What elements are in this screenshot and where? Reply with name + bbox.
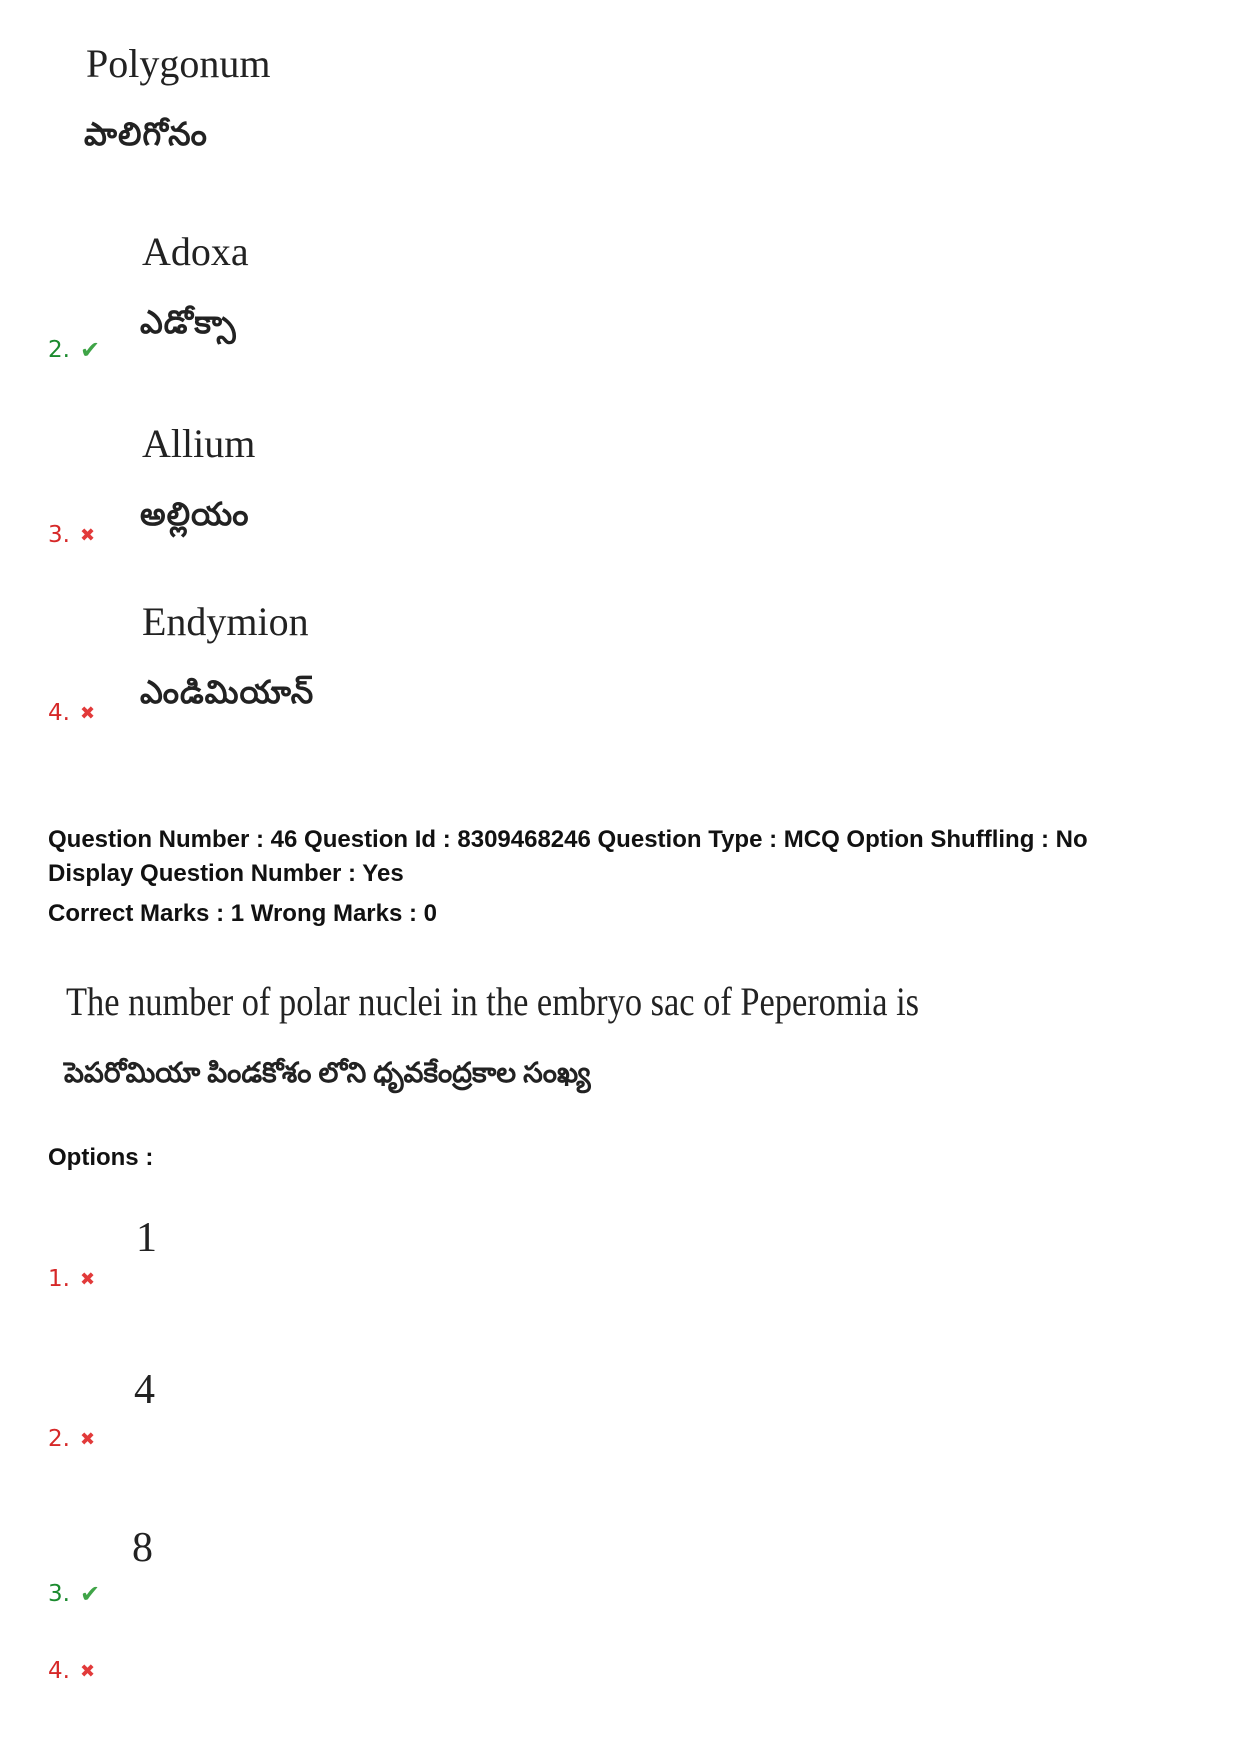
prev-option-2-te: ఎడోక్సా: [140, 304, 237, 340]
prev-option-4-en: Endymion: [142, 599, 309, 644]
prev-option-1-en: Polygonum: [86, 41, 271, 86]
cross-mark-icon: ✖: [79, 524, 96, 546]
check-mark-icon: ✔: [79, 336, 101, 364]
cross-mark-icon: ✖: [79, 1428, 96, 1450]
prev-option-3-en: Allium: [142, 421, 256, 466]
prev-option-1-te: పాలిగోనం: [84, 116, 208, 152]
option-2-number: 2. ✖: [48, 1426, 96, 1452]
options-label: Options :: [48, 1144, 154, 1171]
option-4-number: 4. ✖: [48, 1658, 96, 1684]
question-meta-line2: Display Question Number : Yes: [48, 860, 404, 887]
cross-mark-icon: ✖: [79, 1268, 96, 1290]
question-text-te: పెపరోమియా పిండకోశం లోని ధృవకేంద్రకాల సంఖ్య: [64, 1058, 591, 1089]
prev-option-2-number: 2. ✔: [48, 336, 101, 364]
option-1-value: 1: [136, 1215, 157, 1261]
cross-mark-icon: ✖: [79, 1660, 96, 1682]
prev-option-3-te: అల్లియం: [140, 496, 250, 532]
prev-option-2-en: Adoxa: [142, 229, 249, 274]
option-3-number: 3. ✔: [48, 1580, 101, 1608]
option-2-value: 4: [134, 1367, 155, 1413]
prev-option-3-number: 3. ✖: [48, 522, 96, 548]
cross-mark-icon: ✖: [79, 702, 96, 724]
check-mark-icon: ✔: [79, 1580, 101, 1608]
prev-option-4-te: ఎండిమియాన్: [140, 674, 315, 710]
prev-option-4-number: 4. ✖: [48, 700, 96, 726]
question-marks: Correct Marks : 1 Wrong Marks : 0: [48, 900, 438, 927]
question-text-en: The number of polar nuclei in the embryo sac of Peperomia is: [66, 979, 920, 1024]
question-meta-line1: Question Number : 46 Question Id : 8309468246 Question Type : MCQ Option Shuffling : No: [48, 826, 1088, 853]
option-1-number: 1. ✖: [48, 1266, 96, 1292]
option-3-value: 8: [132, 1525, 153, 1571]
